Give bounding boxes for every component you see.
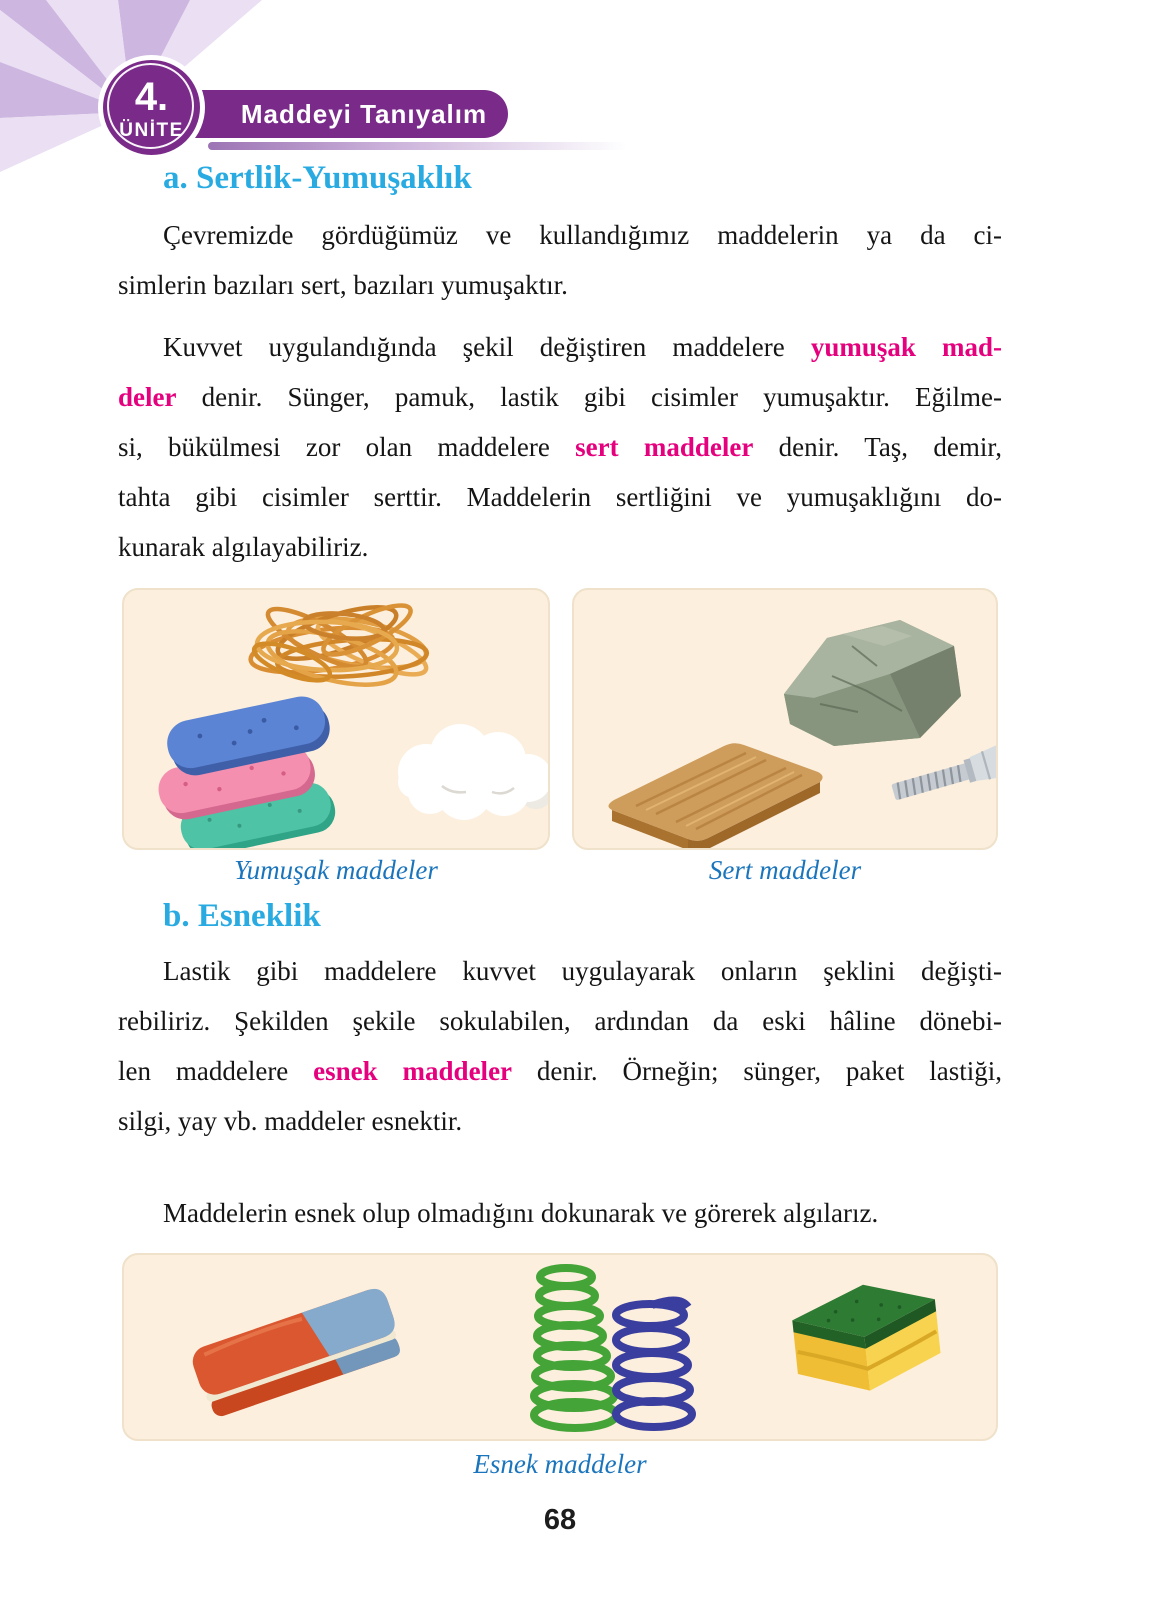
text-line xyxy=(118,1046,1002,1096)
text-segment: tahta gibi cisimler serttir. Maddelerin sertliğini ve yumuşaklığını do- xyxy=(118,482,1002,512)
text-line xyxy=(118,472,1002,522)
section-a-heading: a. Sertlik-Yumuşaklık xyxy=(163,160,472,196)
highlight-text: yumuşak mad- xyxy=(810,332,1003,362)
text-segment: Çevremizde gördüğümüz ve kullandığımız maddelerin ya da ci- xyxy=(163,220,1002,250)
text-line xyxy=(118,322,1002,372)
text-segment: silgi, yay vb. maddeler esnektir. xyxy=(118,1106,463,1136)
text-segment: denir. Sünger, pamuk, lastik gibi cisimler yumuşaktır. Eğilme- xyxy=(176,382,1002,412)
highlight-text: deler xyxy=(118,382,177,412)
caption-soft-materials: Yumuşak maddeler xyxy=(234,855,438,885)
page-number: 68 xyxy=(543,1504,577,1536)
bolt-illustration xyxy=(889,741,996,808)
soft-materials-image xyxy=(122,588,550,850)
unit-title-banner xyxy=(186,90,508,138)
paragraph-b2 xyxy=(118,1188,1002,1238)
green-spring-illustration xyxy=(534,1268,616,1428)
cutting-board-illustration xyxy=(608,743,822,848)
text-segment: si, bükülmesi zor olan maddelere xyxy=(118,432,576,462)
eraser-illustration xyxy=(188,1285,405,1420)
text-segment: rebiliriz. Şekilden şekile sokulabilen, ardından da eski hâline dönebi- xyxy=(118,1006,1002,1036)
text-line xyxy=(118,1188,1002,1238)
text-segment: Maddelerin esnek olup olmadığını dokunarak ve görerek algılarız. xyxy=(163,1198,879,1228)
text-line xyxy=(118,996,1002,1046)
text-line xyxy=(118,946,1002,996)
header-underline xyxy=(208,142,644,150)
text-segment: kunarak algılayabiliriz. xyxy=(118,532,369,562)
caption-elastic-materials: Esnek maddeler xyxy=(473,1449,647,1479)
elastic-materials-image xyxy=(122,1253,998,1441)
sponge-stack-illustration xyxy=(145,692,351,848)
paragraph-a2 xyxy=(118,322,1002,572)
text-line xyxy=(118,422,1002,472)
text-line xyxy=(118,522,1002,572)
hard-materials-image xyxy=(572,588,998,850)
text-line xyxy=(118,210,1002,260)
text-segment: Kuvvet uygulandığında şekil değiştiren maddelere xyxy=(163,332,811,362)
blue-spring-illustration xyxy=(616,1300,692,1427)
text-segment: simlerin bazıları sert, bazıları yumuşaktır. xyxy=(118,270,568,300)
cotton-illustration xyxy=(398,724,548,820)
text-line xyxy=(118,260,1002,310)
unit-badge xyxy=(103,60,200,155)
text-line xyxy=(118,372,1002,422)
unit-title: Maddeyi Tanıyalım xyxy=(240,98,488,129)
rock-illustration xyxy=(784,620,961,746)
text-segment: denir. Taş, demir, xyxy=(753,432,1002,462)
section-b-heading: b. Esneklik xyxy=(163,898,321,934)
caption-hard-materials: Sert maddeler xyxy=(708,855,862,885)
unit-number: 4. xyxy=(134,74,169,119)
text-segment: len maddelere xyxy=(118,1056,314,1086)
rubber-bands-illustration xyxy=(248,596,432,695)
text-line xyxy=(118,1096,1002,1146)
paragraph-b1 xyxy=(118,946,1002,1146)
text-segment: denir. Örneğin; sünger, paket lastiği, xyxy=(512,1056,1002,1086)
text-segment: Lastik gibi maddelere kuvvet uygulayarak onların şeklini değişti- xyxy=(163,956,1002,986)
highlight-text: esnek maddeler xyxy=(313,1056,513,1086)
highlight-text: sert maddeler xyxy=(575,432,754,462)
kitchen-sponge-illustration xyxy=(789,1277,943,1397)
unit-label: ÜNİTE xyxy=(119,119,184,141)
paragraph-a1 xyxy=(118,210,1002,310)
